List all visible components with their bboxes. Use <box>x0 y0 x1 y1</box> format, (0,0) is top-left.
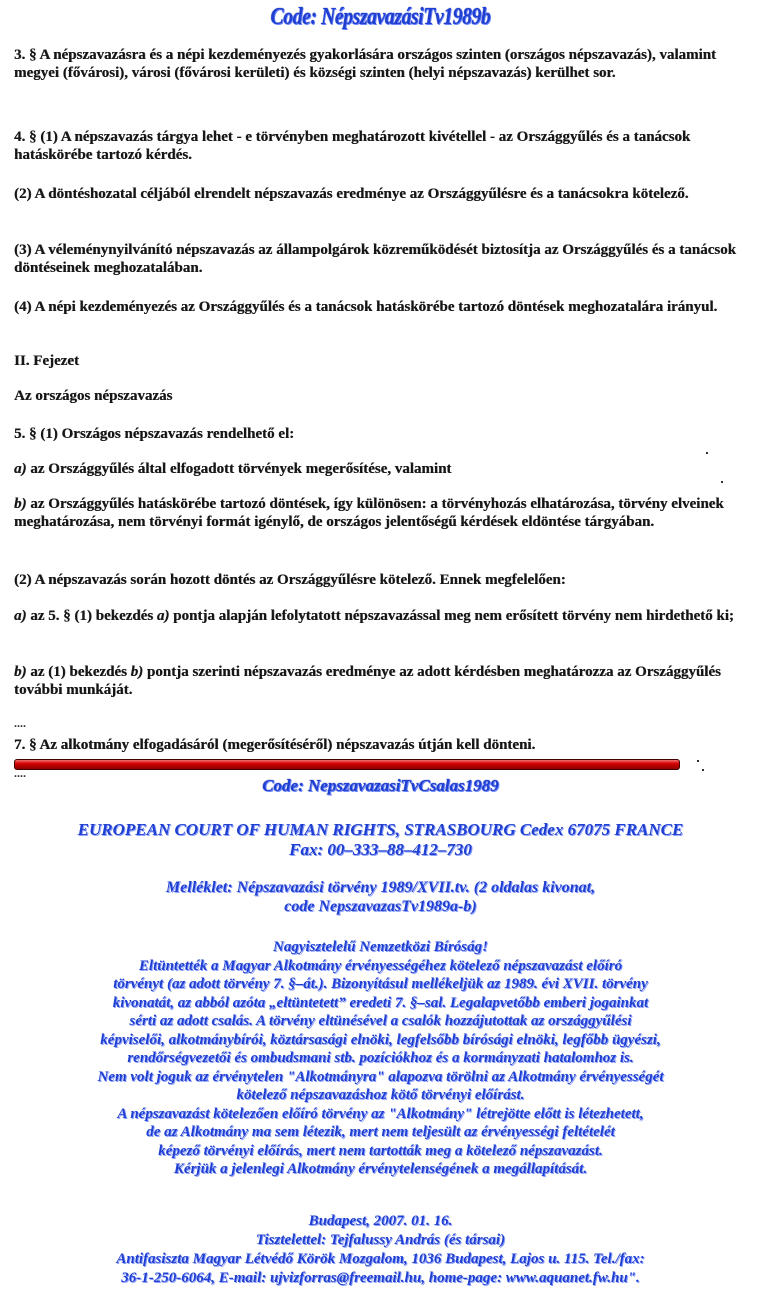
law-paragraph-5-1: 5. § (1) Országos népszavazás rendelhető el: <box>14 426 295 442</box>
point-2b-text: pontja szerinti népszavazás eredménye az adott kérdésben meghatározza az Országgyűlés további munkáját. <box>14 664 721 698</box>
signature-block <box>0 1212 761 1288</box>
signatory-line: Tisztelettel: Tejfalussy András (és társai) <box>255 1232 506 1248</box>
scan-speck <box>721 481 723 483</box>
letter-line: Nem volt joguk az érvénytelen "Alkotmányra" alapozva törölni az Alkotmány érvényességét <box>97 1068 664 1085</box>
court-name: EUROPEAN COURT OF HUMAN RIGHTS, STRASBOURG Cedex 67075 FRANCE <box>77 820 684 839</box>
law-point-a <box>14 460 749 478</box>
organization-line: Antifasiszta Magyar Létvédő Körök Mozgalom, 1036 Budapest, Lajos u. 115. Tel./fax: <box>116 1251 645 1267</box>
document-code-footer: Code: NepszavazasiTvCsalas1989 <box>262 776 499 795</box>
letter-line: de az Alkotmány ma sem létezik, mert nem teljesült az érvényességi feltételét <box>146 1124 615 1140</box>
point-2a-mid: az 5. § (1) bekezdés <box>26 608 157 624</box>
point-a-text: az Országgyűlés által elfogadott törvények megerősítése, valamint <box>26 461 452 477</box>
scan-speck <box>697 760 699 762</box>
law-paragraph-7: 7. § Az alkotmány elfogadásáról (megerősítéséről) népszavazás útján kell dönteni. <box>14 737 536 753</box>
point-letter-a: a) <box>14 461 27 477</box>
point-2b-mid: az (1) bekezdés <box>26 664 131 680</box>
law-paragraph-4-1: 4. § (1) A népszavazás tárgya lehet - e törvényben meghatározott kivétellel - az Országgyűlés és a tanácsok hatáskörébe tartozó kérdés. <box>14 129 691 163</box>
letter-line: sérti az adott csalás. A törvény eltünésével a csalók hozzájutottak az országgyűlési <box>129 1013 632 1029</box>
letter-line: Eltüntették a Magyar Alkotmány érvényességéhez kötelező népszavazást előíró <box>138 957 623 974</box>
letter-salutation: Nagyisztelelű Nemzetközi Bíróság! <box>272 939 488 955</box>
court-address <box>0 820 761 860</box>
point-2a-text: pontja alapján lefolytatott népszavazással meg nem erősített törvény nem hirdethető ki; <box>169 608 734 624</box>
annex-line: Melléklet: Népszavazási törvény 1989/XVII.tv. (2 oldalas kivonat, <box>165 879 596 896</box>
point-letter-b: b) <box>14 496 27 512</box>
chapter-subheading: Az országos népszavazás <box>14 388 173 404</box>
letter-line: kötelező népszavazáshoz kötő törvényi előírást. <box>236 1087 525 1103</box>
law-point-2b <box>14 663 749 699</box>
letter-line: törvényt (az adott törvény 7. §–át.). Bizonyításul mellékeljük az 1989. évi XVII. törvény <box>113 976 648 992</box>
letter-line: képviselői, alkotmánybírói, köztársasági elnöki, legfelsőbb bírósági elnöki, legfőbb ügyészi, <box>100 1031 661 1048</box>
letter-body <box>0 938 761 1179</box>
point-letter-2b: b) <box>14 664 27 680</box>
document-code-title: Code: NépszavazásiTv1989b <box>270 4 491 30</box>
law-point-2a <box>14 607 749 625</box>
point-2b-ref: b) <box>130 664 144 680</box>
point-letter-2a: a) <box>14 608 27 624</box>
contact-line: 36-1-250-6064, E-mail: ujvizforras@freemail.hu, home-page: www.aquanet.fw.hu". <box>121 1270 640 1286</box>
letter-line: A népszavazást kötelezően előíró törvény az "Alkotmány" létrejötte előtt is létezhetett, <box>117 1105 644 1122</box>
letter-line: kivonatát, az abból azóta „eltüntetett” eredeti 7. §–sal. Legalapvetőbb emberi jogainkat <box>112 994 649 1011</box>
date-line: Budapest, 2007. 01. 16. <box>308 1213 453 1229</box>
chapter-heading: II. Fejezet <box>14 353 79 369</box>
omission-dots-bottom: .... <box>14 766 26 780</box>
letter-line: képező törvényi előírás, mert nem tartották meg a kötelező népszavazást. <box>158 1142 603 1159</box>
law-point-b <box>14 495 749 531</box>
law-paragraph-4-2: (2) A döntéshozatal céljából elrendelt népszavazás eredménye az Országgyűlésre és a tanácsokra kötelező. <box>14 186 689 202</box>
law-paragraph-4-4: (4) A népi kezdeményezés az Országgyűlés és a tanácsok hatáskörébe tartozó döntések meghozatalára irányul. <box>14 299 718 315</box>
letter-request: Kérjük a jelenlegi Alkotmány érvénytelenségének a megállapítását. <box>173 1161 588 1177</box>
court-fax: Fax: 00–333–88–412–730 <box>289 840 472 859</box>
annex-note <box>0 878 761 916</box>
red-highlight-bar <box>14 759 680 770</box>
law-paragraph-4-3: (3) A véleménynyilvánító népszavazás az állampolgárok közreműködését biztosítja az Országgyűlés és a tanácsok döntéseinek meghozatalában. <box>14 242 736 276</box>
point-b-text: az Országgyűlés hatáskörébe tartozó döntések, így különösen: a törvényhozás elhatározása, törvény elveinek meghatározása, nem törvényi formát igénylő, de országos jelentőségű kérdések eldöntése tárgyában. <box>14 496 724 530</box>
point-2a-ref: a) <box>156 608 170 624</box>
law-paragraph-5-2: (2) A népszavazás során hozott döntés az Országgyűlésre kötelező. Ennek megfelelően: <box>14 572 566 588</box>
omission-dots-top: .... <box>14 716 26 730</box>
scan-speck <box>702 769 704 771</box>
law-paragraph-3: 3. § A népszavazásra és a népi kezdeményezés gyakorlására országos szinten (országos népszavazás), valamint megyei (fővárosi), városi (fővárosi kerületi) és községi szinten (helyi népszavazás) kerülhet sor. <box>14 47 717 81</box>
letter-line: rendőrségvezetői és ombudsmani stb. pozíciókhoz és a kormányzati hatalomhoz is. <box>127 1050 634 1066</box>
annex-line: code NepszavazasTv1989a-b) <box>284 898 477 915</box>
scan-speck <box>706 452 708 454</box>
